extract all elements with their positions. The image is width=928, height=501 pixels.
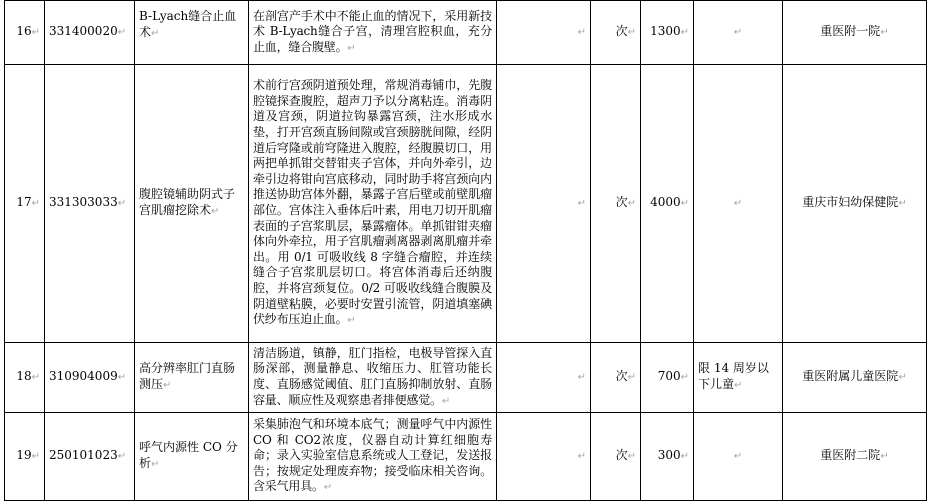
table-row bbox=[5, 65, 927, 343]
cell-no: 16↵ bbox=[5, 1, 45, 65]
cell-note: ↵ bbox=[694, 413, 783, 501]
cell-name: 高分辨率肛门直肠测压↵ bbox=[135, 343, 249, 413]
cell-note: ↵ bbox=[694, 65, 783, 343]
cell-name: 腹腔镜辅助阴式子宫肌瘤挖除术↵ bbox=[135, 65, 249, 343]
cell-code: 331303033↵ bbox=[45, 65, 135, 343]
cell-no: 18↵ bbox=[5, 343, 45, 413]
cell-price: 4000↵ bbox=[641, 65, 694, 343]
cell-desc: 术前行宫颈阴道预处理，常规消毒铺巾，先腹腔镜探查腹腔，超声刀予以分离粘连。消毒阴道及宫颈，阴道拉钩暴露宫颈，注水形成水垫，打开宫颈直肠间隙或宫颈膀胱间隙，经阴道后穹隆或前穹隆进入腹腔，经腹膜切口，用两把单抓钳交替钳夹子宫体，并向外牵引，边牵引边将钳向宫底移动，同时助手将宫颈向内推送协助宫体外翻，暴露子宫后壁或前壁肌瘤部位。宫体注入垂体后叶素，用电刀切开肌瘤表面的子宫浆肌层，暴露瘤体。单抓钳钳夹瘤体向外牵拉，用子宫肌瘤剥离器剥离肌瘤并牵出。用 0/1 可吸收线 8 字缝合瘤腔，并连续缝合子宫浆肌层切口。将宫体消毒后还纳腹腔，并将宫颈复位。0/2 可吸收线缝合腹膜及阴道壁粘膜，必要时安置引流管，阴道填塞碘伏纱布压迫止血。↵ bbox=[249, 65, 497, 343]
cell-desc: 在剖宫产手术中不能止血的情况下，采用新技术 B-Lyach缝合子宫，清理宫腔积血，充分止血，缝合腹壁。↵ bbox=[249, 1, 497, 65]
cell-unit: 次↵ bbox=[591, 65, 641, 343]
cell-blank: ↵ bbox=[497, 413, 591, 501]
cell-hospital: 重医附一院↵ bbox=[783, 1, 927, 65]
table-row bbox=[5, 1, 927, 65]
price-table bbox=[4, 0, 927, 501]
cell-name: 呼气内源性 CO 分析↵ bbox=[135, 413, 249, 501]
cell-hospital: 重庆市妇幼保健院↵ bbox=[783, 65, 927, 343]
cell-name: B-Lyach缝合止血术↵ bbox=[135, 1, 249, 65]
cell-note: 限 14 周岁以下儿童↵ bbox=[694, 343, 783, 413]
cell-desc: 采集肺泡气和环境本底气；测量呼气中内源性 CO 和 CO2浓度，仪器自动计算红细胞寿命；录入实验室信息系统或人工登记，发送报告；按规定处理废弃物；接受临床相关咨询。含采气用具。↵ bbox=[249, 413, 497, 501]
cell-hospital: 重医附二院↵ bbox=[783, 413, 927, 501]
cell-unit: 次↵ bbox=[591, 1, 641, 65]
cell-desc: 清洁肠道，镇静，肛门指检，电极导管探入直肠深部，测量静息、收缩压力、肛管功能长度、直肠感觉阈值、肛门直肠抑制放射、直肠容量、顺应性及观察患者排便感觉。↵ bbox=[249, 343, 497, 413]
cell-hospital: 重医附属儿童医院↵ bbox=[783, 343, 927, 413]
cell-unit: 次↵ bbox=[591, 413, 641, 501]
cell-price: 300↵ bbox=[641, 413, 694, 501]
cell-code: 331400020↵ bbox=[45, 1, 135, 65]
table-row bbox=[5, 343, 927, 413]
cell-no: 17↵ bbox=[5, 65, 45, 343]
cell-blank: ↵ bbox=[497, 1, 591, 65]
cell-note: ↵ bbox=[694, 1, 783, 65]
cell-price: 1300↵ bbox=[641, 1, 694, 65]
cell-price: 700↵ bbox=[641, 343, 694, 413]
table-row bbox=[5, 413, 927, 501]
cell-blank: ↵ bbox=[497, 65, 591, 343]
cell-code: 310904009↵ bbox=[45, 343, 135, 413]
cell-blank: ↵ bbox=[497, 343, 591, 413]
cell-unit: 次↵ bbox=[591, 343, 641, 413]
cell-no: 19↵ bbox=[5, 413, 45, 501]
cell-code: 250101023↵ bbox=[45, 413, 135, 501]
